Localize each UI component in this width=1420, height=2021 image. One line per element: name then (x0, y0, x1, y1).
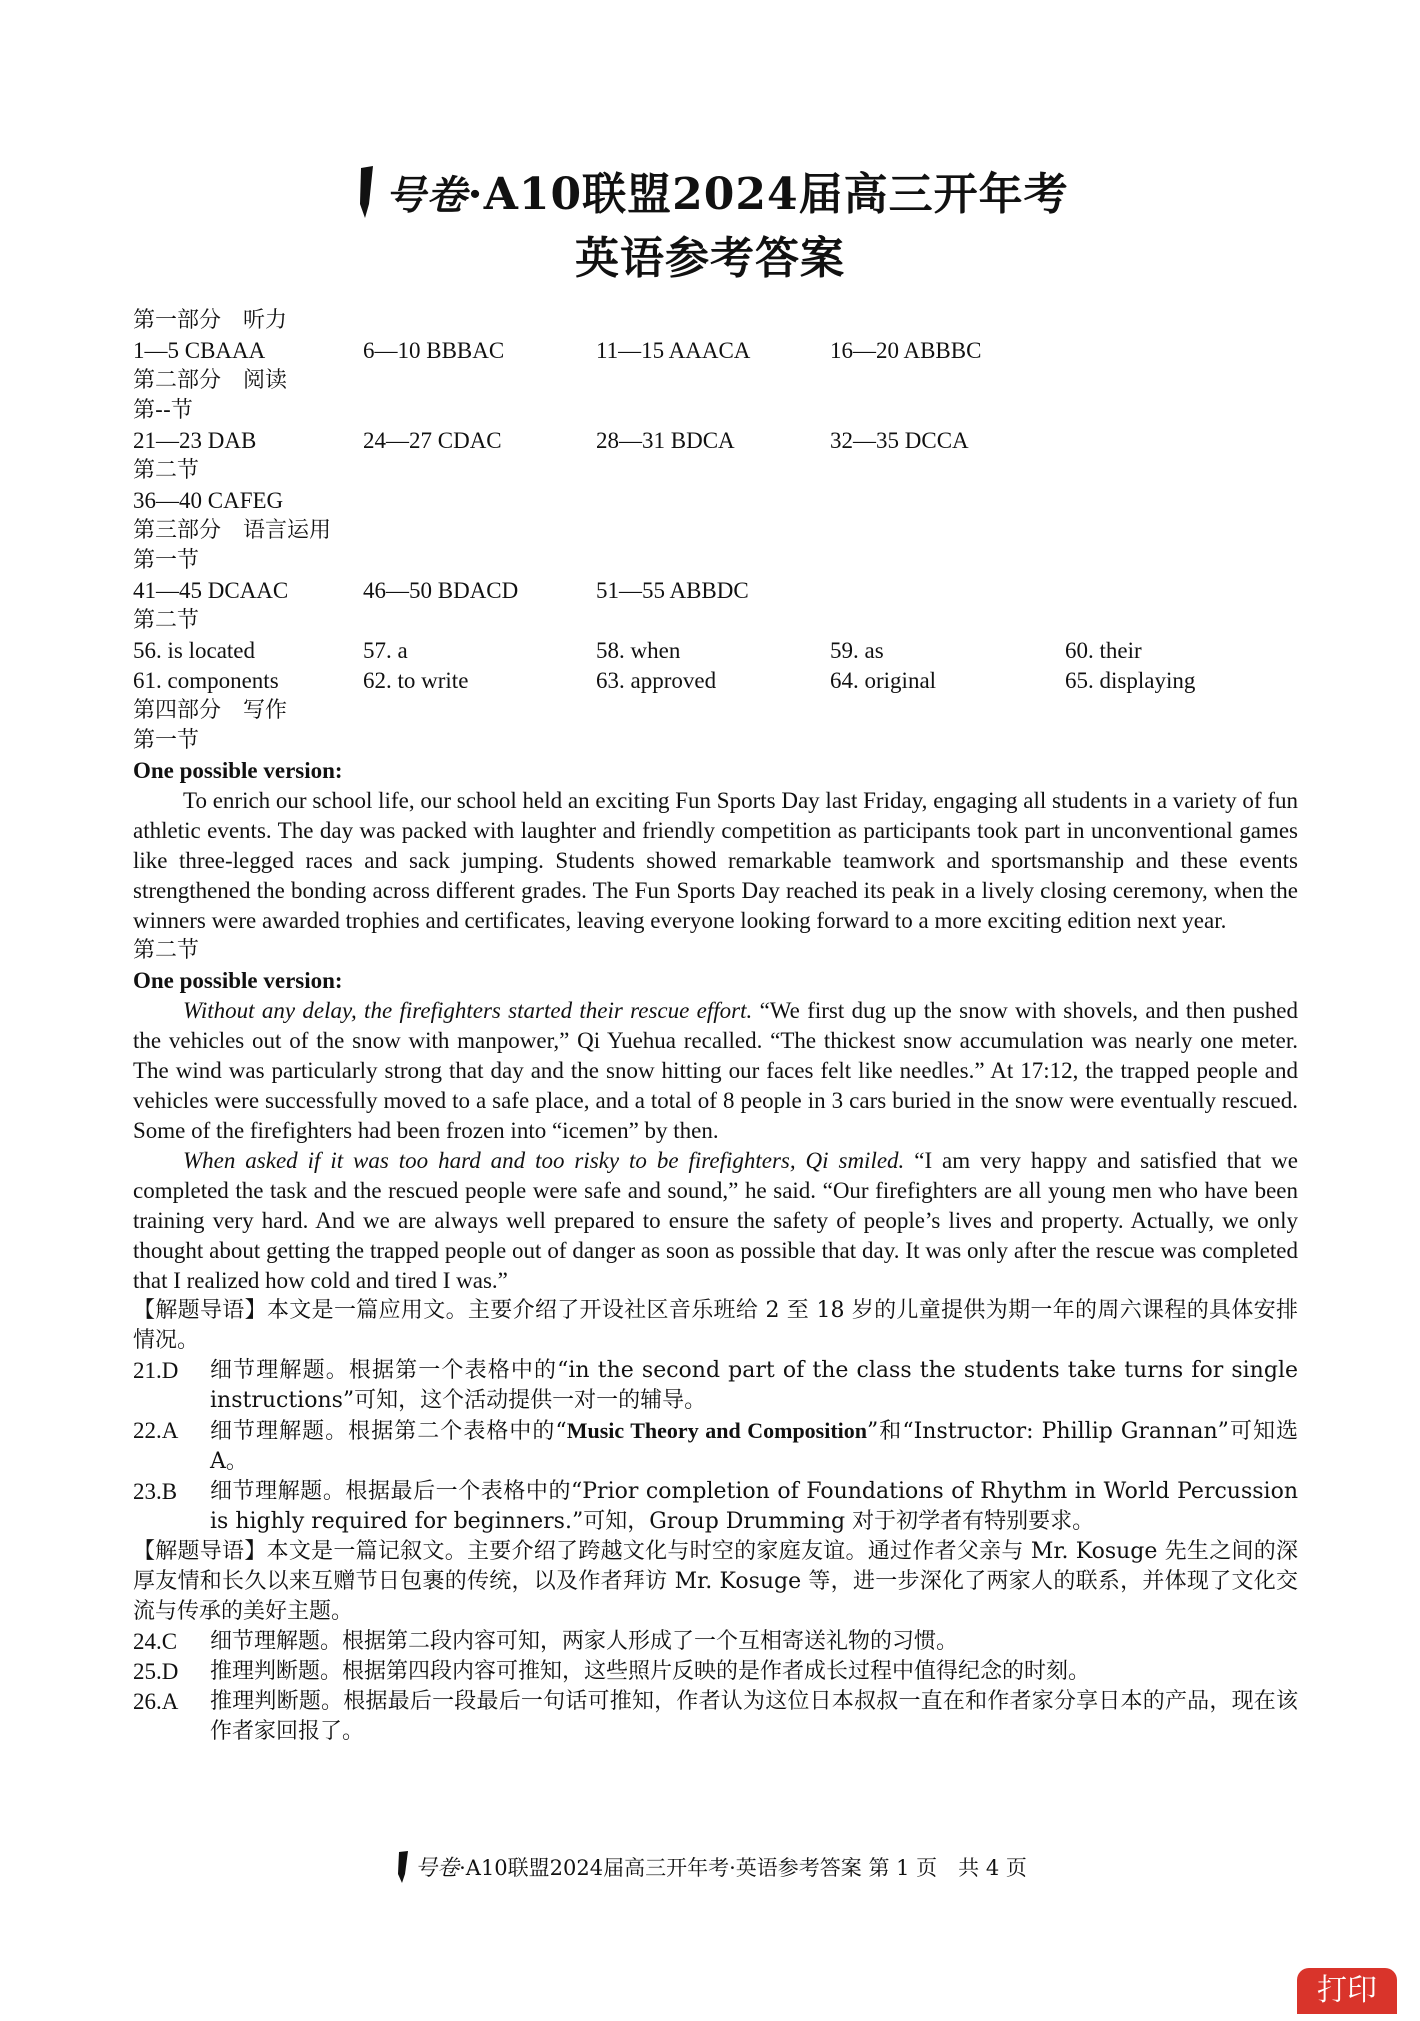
explanation-text: 推理判断题。根据最后一段最后一句话可推知，作者认为这位日本叔叔一直在和作者家分享日本的产品，现在该作者家回报了。 (210, 1689, 1298, 1744)
part2-heading: 第二部分 阅读 (133, 368, 288, 393)
answer-item: 60. their (1065, 638, 1142, 663)
part2-sec2-heading: 第二节 (133, 458, 200, 483)
explanation-item (133, 1627, 1298, 1657)
title-text: ·A10联盟2024届高三开年考 (467, 169, 1069, 220)
answer-item: 59. as (830, 638, 884, 663)
question-number: 22.A (133, 1418, 179, 1443)
answer-item: 46—50 BDACD (363, 578, 519, 603)
part1-answers (133, 336, 1298, 366)
guide-note-1: 【解题导语】本文是一篇应用文。主要介绍了开设社区音乐班给 2 至 18 岁的儿童提供为期一年的周六课程的具体安排情况。 (133, 1298, 1298, 1353)
answer-item: 65. displaying (1065, 668, 1196, 693)
paragraph-opening: When asked if it was too hard and too risky to be firefighters, Qi smiled. (183, 1148, 905, 1173)
part3-row2 (133, 666, 1298, 696)
answer-item: 16—20 ABBBC (830, 338, 982, 363)
part3-sec1-heading: 第一节 (133, 548, 200, 573)
explanation-pre: 细节理解题。根据第二个表格中的“ (210, 1419, 567, 1444)
sec1-version-label: One possible version: (133, 758, 343, 783)
answer-item: 62. to write (363, 668, 469, 693)
footer-logo (393, 1850, 415, 1889)
question-number: 21.D (133, 1358, 179, 1383)
brand-text: 号卷 (385, 172, 468, 219)
answer-item: 21—23 DAB (133, 428, 257, 453)
page-footer (0, 1850, 1420, 1889)
part2-sec1-heading: 第--节 (133, 398, 193, 423)
answer-item: 58. when (596, 638, 681, 663)
footer-text: ·A10联盟2024届高三开年考·英语参考答案 第 1 页 共 4 页 (459, 1856, 1027, 1880)
answer-item: 11—15 AAACA (596, 338, 751, 363)
explanation-item (133, 1356, 1298, 1416)
answer-item: 61. components (133, 668, 279, 693)
answer-item: 57. a (363, 638, 408, 663)
answer-item: 63. approved (596, 668, 717, 693)
answer-item: 64. original (830, 668, 937, 693)
answer-item: 32—35 DCCA (830, 428, 969, 453)
footer-brand: 号卷 (415, 1856, 460, 1881)
explanation-item (133, 1416, 1298, 1477)
answer-item: 56. is located (133, 638, 255, 663)
part4-heading: 第四部分 写作 (133, 698, 288, 723)
explanation-text: 细节理解题。根据最后一个表格中的“Prior completion of Foundations of Rhythm in World Percussion is highly required for beginners.”可知，Group Drumming 对于初学者有特别要求。 (210, 1479, 1298, 1534)
explanation-item (133, 1687, 1298, 1747)
essay-paragraph: To enrich our school life, our school held an exciting Fun Sports Day last Friday, engaging all students in a variety of fun athletic events. The day was packed with laughter and friendly competition as participants took part in unconventional games like three-legged races and sack jumping. Students showed remarkable teamwork and sportsmanship and these events strengthened the bonding across different grades. The Fun Sports Day reached its peak in a lively closing ceremony, when the winners were awarded trophies and certificates, leaving everyone looking forward to a more exciting edition next year. (133, 788, 1298, 933)
explanation-text (210, 1416, 1298, 1477)
question-number: 24.C (133, 1629, 178, 1654)
continuation-paragraph-2 (133, 1146, 1298, 1296)
answer-item: 36—40 CAFEG (133, 488, 284, 513)
page-subtitle: 英语参考答案 (575, 233, 845, 284)
paragraph-body: “I am very happy and satisfied that we completed the task and the rescued people were safe and sound,” he said. “Our firefighters are all young men who have been training very hard. And we are always well prepared to ensure the safety of people’s lives and property. Actually, we only thought about getting the trapped people out of danger as soon as possible that day. It was only after the rescue was completed that I realized how cold and tired I was.” (133, 1148, 1298, 1293)
part2-sec2-answers (133, 486, 1298, 516)
part4-sec2-heading: 第二节 (133, 938, 200, 963)
part3-sec2-heading: 第二节 (133, 608, 200, 633)
explanation-bold: Music Theory and Composition (566, 1418, 868, 1443)
explanation-item (133, 1657, 1298, 1687)
question-number: 26.A (133, 1689, 179, 1714)
explanation-text: 细节理解题。根据第一个表格中的“in the second part of the class the students take turns for single instructions”可知，这个活动提供一对一的辅导。 (210, 1358, 1298, 1413)
answer-item: 28—31 BDCA (596, 428, 735, 453)
guide-note-2: 【解题导语】本文是一篇记叙文。主要介绍了跨越文化与时空的家庭友谊。通过作者父亲与 Mr. Kosuge 先生之间的深厚友情和长久以来互赠节日包裹的传统，以及作者拜访 Mr. Kosuge 等，进一步深化了两家人的联系，并体现了文化交流与传承的美好主题。 (133, 1539, 1298, 1624)
answer-item: 41—45 DCAAC (133, 578, 289, 603)
answer-item: 1—5 CBAAA (133, 338, 266, 363)
answer-item: 51—55 ABBDC (596, 578, 749, 603)
paragraph-body: “We first dug up the snow with shovels, and then pushed the vehicles out of the snow with manpower,” Qi Yuehua recalled. “The thickest snow accumulation was nearly one meter. The wind was particularly strong that day and the snow hitting our faces felt like needles.” At 17:12, the trapped people and vehicles were successfully moved to a safe place, and a total of 8 people in 3 cars buried in the snow were eventually rescued. Some of the firefighters had been frozen into “icemen” by then. (133, 998, 1298, 1143)
sec2-version-label: One possible version: (133, 968, 343, 993)
part4-sec1-heading: 第一节 (133, 728, 200, 753)
print-button[interactable]: 打印 (1297, 1968, 1397, 2014)
answer-item: 24—27 CDAC (363, 428, 502, 453)
explanation-text: 细节理解题。根据第二段内容可知，两家人形成了一个互相寄送礼物的习惯。 (210, 1629, 959, 1654)
continuation-paragraph-1 (133, 996, 1298, 1146)
part3-sec1-answers (133, 576, 1298, 606)
part3-heading: 第三部分 语言运用 (133, 518, 332, 543)
explanation-item (133, 1477, 1298, 1537)
question-number: 23.B (133, 1479, 178, 1504)
paragraph-opening: Without any delay, the firefighters started their rescue effort. (183, 998, 753, 1023)
explanation-text: 推理判断题。根据第四段内容可推知，这些照片反映的是作者成长过程中值得纪念的时刻。 (210, 1659, 1091, 1684)
explanation-post: ”和“Instructor: Phillip Grannan”可知选 A。 (210, 1419, 1299, 1474)
question-number: 25.D (133, 1659, 179, 1684)
answer-content (133, 306, 1298, 1747)
page-title (0, 158, 1420, 231)
part2-sec1-answers (133, 426, 1298, 456)
part3-row1 (133, 636, 1298, 666)
part1-heading: 第一部分 听力 (133, 308, 288, 333)
answer-item: 6—10 BBBAC (363, 338, 505, 363)
